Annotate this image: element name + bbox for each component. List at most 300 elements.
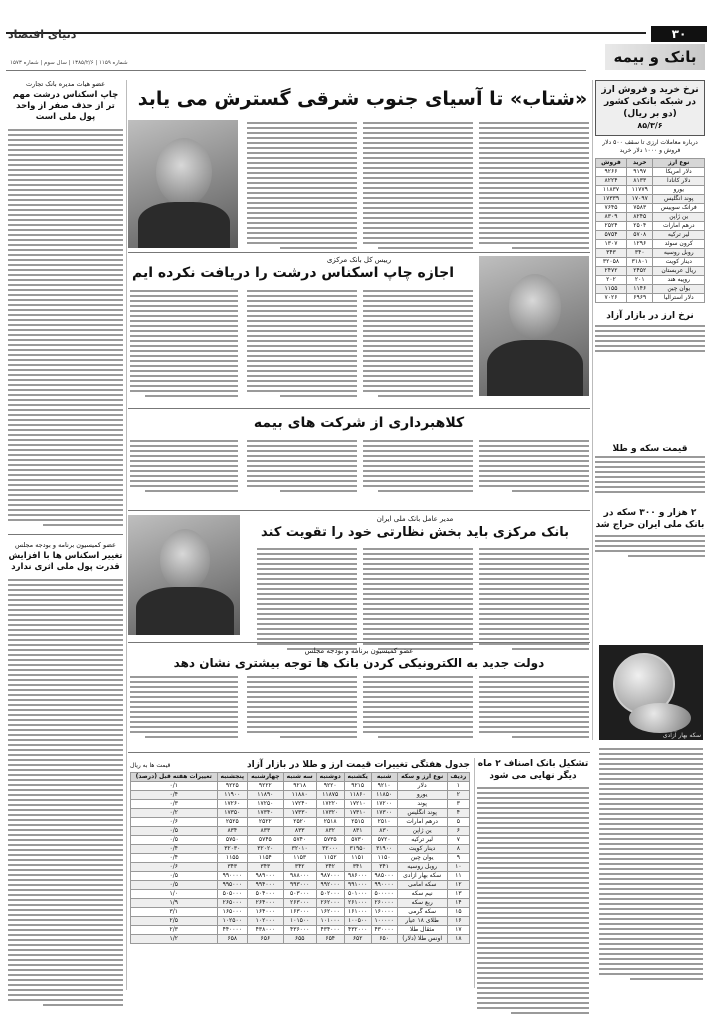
table-cell: ۱/۰ [131,890,218,899]
table-cell: ۸۳۳ [283,827,316,836]
table-cell: سکه امامی [397,881,447,890]
story2-text-col3 [130,290,238,397]
table-cell: ۶۵۴ [316,935,344,944]
table-cell: نیم سکه [397,890,447,899]
table-cell: ۶۵۵ [283,935,316,944]
table-cell: ۷۰۲۶ [596,294,627,303]
table-cell: ۱۱۸۵۰ [371,791,397,800]
table-cell: ۸۳۳ [248,827,284,836]
table-header-cell: تغییرات هفته قبل (درصد) [131,773,218,782]
table-cell: ۵۷۲۰ [371,836,397,845]
table-cell: ۶۵۶ [248,935,284,944]
currency-row [596,168,705,177]
divider-3 [128,510,590,511]
story3-text-col4 [130,440,238,492]
currency-row [596,177,705,186]
table-cell: ۱۱۵۵ [217,854,248,863]
currency-date: ۸۵/۳/۶ [637,121,663,130]
table-cell: ۸۱۳۳ [626,177,653,186]
table-header-cell: پنجشنبه [217,773,248,782]
table-cell: فرانک سوییس [653,204,705,213]
table-cell: ۹۹۲۰۰۰ [316,881,344,890]
currency-row [596,267,705,276]
table-cell: ۱۷۲۶۰ [217,800,248,809]
table-cell: اونس طلا (دلار) [397,935,447,944]
header-rule [6,70,586,71]
weekly-table-title: جدول هفتگی تغییرات قیمت ارز و طلا در بازار آزاد [246,760,470,770]
table-cell: ۵۷۴۵ [248,836,284,845]
table-cell: سکه بهار آزادی [397,872,447,881]
main-story-text-col2 [363,122,473,249]
table-cell: ۱۱ [447,872,469,881]
table-cell: ین ژاپن [397,827,447,836]
table-cell: ۸۳۰۹ [596,213,627,222]
table-cell: سکه گرمی [397,908,447,917]
table-cell: درهم امارات [653,222,705,231]
table-cell: ۱ [447,782,469,791]
table-header-cell: سه شنبه [283,773,316,782]
table-cell: ۱۷۳۰۰ [371,809,397,818]
table-cell: ۹۹۰۰۰۰ [217,872,248,881]
story2-kicker: رییس کل بانک مرکزی [326,256,392,264]
table-cell: ۰/۴ [131,791,218,800]
currency-row [596,231,705,240]
table-cell: ۱۲ [447,881,469,890]
table-cell: ۱۶۳۰۰۰ [283,908,316,917]
weekly-row [131,845,470,854]
table-cell: ۱۰۰۵۰۰ [344,917,371,926]
weekly-table [130,772,470,944]
story2-text-col1 [363,290,473,397]
table-cell: ۱۱۵۵ [596,285,627,294]
story6 [477,758,589,1014]
table-cell: ۱۱۸۷۵ [316,791,344,800]
story3-text-col3 [247,440,357,492]
table-cell: ۸۲۴۵ [626,213,653,222]
table-cell: ۶۹۶۹ [626,294,653,303]
table-cell: ۳۴۲ [316,863,344,872]
table-cell: ۹۲۶۶ [596,168,627,177]
table-cell: ۱۶۰۰۰۰ [371,908,397,917]
section-label: بانک و بیمه [613,48,697,66]
table-cell: روبل روسیه [653,249,705,258]
table-cell: ۱۷۲۴۰ [283,800,316,809]
left-kicker-2: عضو کمیسیون برنامه و بودجه مجلس [15,541,116,549]
story5-text-col4 [130,676,238,738]
story3-text-col2 [363,440,473,492]
weekly-row [131,854,470,863]
table-cell: ۱۷۲۰۰ [371,800,397,809]
left-title: چاپ اسکناس درشت مهم تر از حذف صفر از واحد پول ملی است [12,90,119,122]
table-cell: ۲/۵ [131,917,218,926]
table-cell: ۱۷۳۳۹ [596,195,627,204]
weekly-table-unit: قیمت ها به ریال [130,762,171,769]
table-cell: درهم امارات [397,818,447,827]
table-cell: ۲۵۱۰ [371,818,397,827]
table-cell: ۳۱۹۵۰ [344,845,371,854]
table-cell: لیر ترکیه [397,836,447,845]
table-cell: ۱۰۰۰۰۰ [371,917,397,926]
table-header-cell: نوع ارز و سکه [397,773,447,782]
weekly-row [131,809,470,818]
top-rule [6,32,646,34]
table-cell: ۵۷۵۰ [217,836,248,845]
table-cell: پوند [397,800,447,809]
left-column-rule [126,80,127,990]
table-cell: ۵۰۲۰۰۰ [316,890,344,899]
story4-text-col1 [479,548,589,650]
weekly-row [131,800,470,809]
table-cell: ۵۰۰۰۰۰ [371,890,397,899]
table-cell: ۳/۱ [131,908,218,917]
table-cell: مثقال طلا [397,926,447,935]
table-cell: ۹۲۱۸ [283,782,316,791]
table-cell: ۳۴۳ [217,863,248,872]
weekly-row [131,836,470,845]
weekly-row [131,791,470,800]
currency-note: درباره معاملات ارزی تا سقف ۵۰۰ دلار فروش و ۱۰۰۰ دلار خرید [602,139,698,154]
table-cell: ۲۶۱۰۰۰ [344,899,371,908]
table-cell: ۵ [447,818,469,827]
weekly-row [131,827,470,836]
coin-bottom [629,703,691,733]
gold-table-placeholder [595,456,705,493]
weekly-row [131,818,470,827]
table-cell: ۵۷۰۸ [626,231,653,240]
currency-row [596,294,705,303]
table-cell: ۰/۴ [131,845,218,854]
table-cell: ۷۶۴۵ [596,204,627,213]
table-cell: ۱۶۲۰۰۰ [316,908,344,917]
table-cell: روبل روسیه [397,863,447,872]
table-cell: ۲۶۰۰۰۰ [371,899,397,908]
table-cell: ۹۲۲۵ [217,782,248,791]
table-cell: ۹۸۸۰۰۰ [283,872,316,881]
table-cell: ۹۲۲۲ [248,782,284,791]
table-cell: ۳۱۸۰۱ [626,258,653,267]
story2-title: اجازه چاپ اسکناس درشت را دریافت نکرده ایم [131,265,455,281]
table-cell: ۱۰۲۰۰۰ [248,917,284,926]
table-header-cell: شنبه [371,773,397,782]
table-cell: ۲/۳ [131,926,218,935]
table-cell: ۱/۲ [131,935,218,944]
weekly-row [131,872,470,881]
table-cell: ۹۸۶۰۰۰ [344,872,371,881]
table-cell: ۲۴۵۲ [626,267,653,276]
currency-row [596,249,705,258]
table-cell: ۱۳ [447,890,469,899]
table-cell: ۱۱۸۳۷ [596,186,627,195]
story5-title: دولت جدید به الکترونیکی کردن بانک ها توجه بیشتری نشان دهد [173,656,545,670]
table-cell: ۶۵۲ [344,935,371,944]
weekly-row [131,863,470,872]
table-cell: ۰/۵ [131,881,218,890]
currency-row [596,240,705,249]
currency-row [596,195,705,204]
table-cell: ۰/۵ [131,827,218,836]
table-cell: ۵۰۳۰۰۰ [283,890,316,899]
main-story-title: «شتاب» تا آسیای جنوب شرقی گسترش می یابد [137,88,588,110]
table-cell: ۱۱۵۲ [316,854,344,863]
table-cell: ۲ [447,791,469,800]
table-cell: یورو [397,791,447,800]
table-cell: ۰/۵ [131,872,218,881]
table-cell: ۹۹۴۰۰۰ [248,881,284,890]
table-cell: پوند انگلیس [653,195,705,204]
coin-story-text [595,535,705,557]
table-cell: ۹۹۱۰۰۰ [344,881,371,890]
table-cell: ین ژاپن [653,213,705,222]
table-cell: ۰/۲ [131,809,218,818]
story3-text-col1 [479,440,589,492]
story4-photo [128,515,240,635]
coin-image [599,645,703,740]
section-title [605,44,705,70]
issue-line: شماره ۱۱۵۹ | ۱۳۸۵/۲/۶ | سال سوم | شماره ۱۵۷۳ [10,60,128,66]
table-cell: ۱۰۲۵۰۰ [217,917,248,926]
table-cell: ۶ [447,827,469,836]
right-column-rule [592,80,593,740]
table-header-cell: دوشنبه [316,773,344,782]
table-cell: روپیه هند [653,276,705,285]
table-cell: ۲۵۰۴ [626,222,653,231]
table-cell: ۸۲۲۴ [596,177,627,186]
weekly-row [131,935,470,944]
table-cell: کرون سوئد [653,240,705,249]
table-cell: ۱۱۸۶۰ [344,791,371,800]
table-cell: ۲۵۱۸ [316,818,344,827]
currency-row [596,213,705,222]
table-cell: ۹۹۳۰۰۰ [283,881,316,890]
story4-text-col3 [257,548,357,650]
currency-table [595,158,705,303]
table-cell: ۱۸ [447,935,469,944]
story6-title: تشکیل بانک اصناف ۲ ماه دیگر نهایی می شود [477,759,589,781]
weekly-row [131,917,470,926]
table-cell: ۱۷۳۵۰ [217,809,248,818]
divider-5 [128,752,590,753]
table-cell: ۹ [447,854,469,863]
table-cell: ۱۵ [447,908,469,917]
table-cell: ۹۱۹۷ [626,168,653,177]
newspaper-logo: دنیای اقتصاد [8,28,77,41]
table-cell: ۱۲۹۶ [626,240,653,249]
table-cell: یورو [653,186,705,195]
story5-text-col3 [247,676,357,738]
currency-row [596,186,705,195]
table-cell: ربع سکه [397,899,447,908]
table-cell: پوند انگلیس [397,809,447,818]
table-cell: ۵۰۴۰۰۰ [248,890,284,899]
table-cell: ۱۱۵۱ [344,854,371,863]
table-cell: ۱۰ [447,863,469,872]
story5-kicker: عضو کمیسیون برنامه و بودجه مجلس [304,647,414,655]
left-text-1 [8,129,123,526]
table-cell: دلار کانادا [653,177,705,186]
table-cell: ۹۸۵۰۰۰ [371,872,397,881]
table-cell: ۲۵۲۲ [248,818,284,827]
table-cell: ۴۳۲۰۰۰ [344,926,371,935]
currency-row [596,222,705,231]
table-cell: ۱۰۱۵۰۰ [283,917,316,926]
table-cell: ۲۵۲۵ [217,818,248,827]
coin-story-continued [599,748,703,980]
table-cell: ۱۰۱۰۰۰ [316,917,344,926]
gold-title: قیمت سکه و طلا [612,444,688,454]
table-cell: ۸۳۰ [371,827,397,836]
table-cell: ۴۳۶۰۰۰ [283,926,316,935]
table-cell: ۲۰۱ [626,276,653,285]
table-cell: ۳۴۱ [371,863,397,872]
table-cell: ۱۷۲۲۰ [316,800,344,809]
story2-photo [479,256,589,396]
transfer-title: نرخ ارز در بازار آزاد [606,311,694,321]
table-cell: ۲۰۲ [596,276,627,285]
story5-text-col1 [479,676,589,738]
transfer-table-placeholder [595,325,705,352]
left-text-2 [8,579,123,1006]
table-cell: ۱۴ [447,899,469,908]
main-story-photo [128,120,238,248]
table-cell: ۱۱۴۶ [626,285,653,294]
currency-row [596,204,705,213]
table-cell: یوان چین [397,854,447,863]
table-cell: ۳ [447,800,469,809]
table-cell: ۰/۵ [131,836,218,845]
currency-box-title: نرخ خرید و فروش ارز در شبکه بانکی کشور (دو بر ریال) ۸۵/۳/۶ [595,80,705,136]
table-cell: ۰/۶ [131,863,218,872]
table-cell: دلار [397,782,447,791]
table-header-cell: خرید [626,159,653,168]
table-cell: ۱/۹ [131,899,218,908]
table-cell: ۵۷۳۵ [316,836,344,845]
table-cell: ۱۷۰۹۷ [626,195,653,204]
table-cell: ۳۴۰ [626,249,653,258]
weekly-row [131,899,470,908]
story4-text-col2 [363,548,473,650]
page-number: ۳۰ [671,27,687,41]
table-cell: ۰/۶ [131,818,218,827]
table-cell: طلای ۱۸ عیار [397,917,447,926]
table-cell: ۳۱۹۰۰ [371,845,397,854]
table-cell: ۵۰۱۰۰۰ [344,890,371,899]
page-header [0,26,711,74]
table-cell: ۹۹۰۰۰۰ [371,881,397,890]
story6-rule [474,758,475,988]
table-cell: ۴ [447,809,469,818]
table-cell: ۱۱۵۰ [371,854,397,863]
table-cell: ۸ [447,845,469,854]
table-cell: ۳۲۰۱۰ [283,845,316,854]
table-cell: ۳۴۲ [283,863,316,872]
table-cell: ۹۸۹۰۰۰ [248,872,284,881]
table-cell: ۲۶۳۰۰۰ [283,899,316,908]
table-cell: ۱۱۸۸۰ [283,791,316,800]
table-header-cell: چهارشنبه [248,773,284,782]
table-cell: دینار کویت [397,845,447,854]
table-cell: ۳۲۰۵۸ [596,258,627,267]
table-header-cell: نوع ارز [653,159,705,168]
table-cell: ۳۲۰۰۰ [316,845,344,854]
main-story-text-col3 [247,122,357,249]
story6-text [477,787,589,1014]
weekly-row [131,890,470,899]
table-cell: ۵۷۴۰ [283,836,316,845]
table-cell: ۸۳۱ [344,827,371,836]
table-cell: ۴۳۴۰۰۰ [316,926,344,935]
table-header-cell: ردیف [447,773,469,782]
divider-4 [128,642,590,643]
table-cell: ۹۹۵۰۰۰ [217,881,248,890]
table-cell: ۴۳۰۰۰۰ [371,926,397,935]
table-cell: ۴۴۰۰۰۰ [217,926,248,935]
table-cell: ۲۵۲۰ [283,818,316,827]
table-cell: ۷۵۸۳ [626,204,653,213]
left-kicker: عضو هیات مدیره بانک تجارت [26,80,105,88]
table-cell: ۱۷۳۳۰ [283,809,316,818]
table-cell: ۶۵۰ [371,935,397,944]
table-cell: ۱۶۱۰۰۰ [344,908,371,917]
table-cell: ۷ [447,836,469,845]
table-cell: ۹۸۷۰۰۰ [316,872,344,881]
table-cell: دینار کویت [653,258,705,267]
table-cell: لیر ترکیه [653,231,705,240]
table-cell: دلار استرالیا [653,294,705,303]
weekly-row [131,782,470,791]
weekly-row [131,881,470,890]
left-sidebar [8,80,123,1006]
table-cell: ۳۴۳ [596,249,627,258]
table-cell: ۱۷۳۴۰ [248,809,284,818]
table-cell: ۱۷۳۲۰ [316,809,344,818]
table-cell: ریال عربستان [653,267,705,276]
currency-row [596,285,705,294]
left-divider [8,534,123,535]
currency-row [596,276,705,285]
table-header-cell: یکشنبه [344,773,371,782]
table-cell: ۲۵۱۵ [344,818,371,827]
table-cell: ۱۷۲۱۰ [344,800,371,809]
main-story-text-col1 [479,122,589,249]
table-cell: ۱۱۵۴ [248,854,284,863]
table-cell: ۳۲۰۲۰ [248,845,284,854]
story4-title: بانک مرکزی باید بخش نظارتی خود را تقویت کند [260,525,570,540]
table-cell: ۲۶۵۰۰۰ [217,899,248,908]
table-cell: ۱۶۴۰۰۰ [248,908,284,917]
weekly-row [131,908,470,917]
table-cell: ۸۳۲ [316,827,344,836]
coin-story-title: ۲ هزار و ۳۰۰ سکه در بانک ملی ایران حراج شد [595,508,705,530]
table-cell: ۲۵۲۴ [596,222,627,231]
table-cell: ۰/۳ [131,800,218,809]
table-cell: ۱۱۸۹۰ [248,791,284,800]
table-cell: ۳۲۰۳۰ [217,845,248,854]
table-cell: ۴۳۸۰۰۰ [248,926,284,935]
story4-kicker: مدیر عامل بانک ملی ایران [376,515,454,523]
table-cell: ۱۶۵۰۰۰ [217,908,248,917]
coin-caption: سکه بهار آزادی [662,732,701,739]
table-cell: دلار آمریکا [653,168,705,177]
currency-row [596,258,705,267]
table-cell: ۱۱۹۰۰ [217,791,248,800]
table-cell: ۹۲۱۵ [344,782,371,791]
table-cell: ۱۷۲۵۰ [248,800,284,809]
table-cell: ۸۳۴ [217,827,248,836]
table-cell: ۲۶۴۰۰۰ [248,899,284,908]
table-cell: ۲۶۲۰۰۰ [316,899,344,908]
story3-title: کلاهبرداری از شرکت های بیمه [253,415,465,431]
divider-2 [128,408,590,409]
